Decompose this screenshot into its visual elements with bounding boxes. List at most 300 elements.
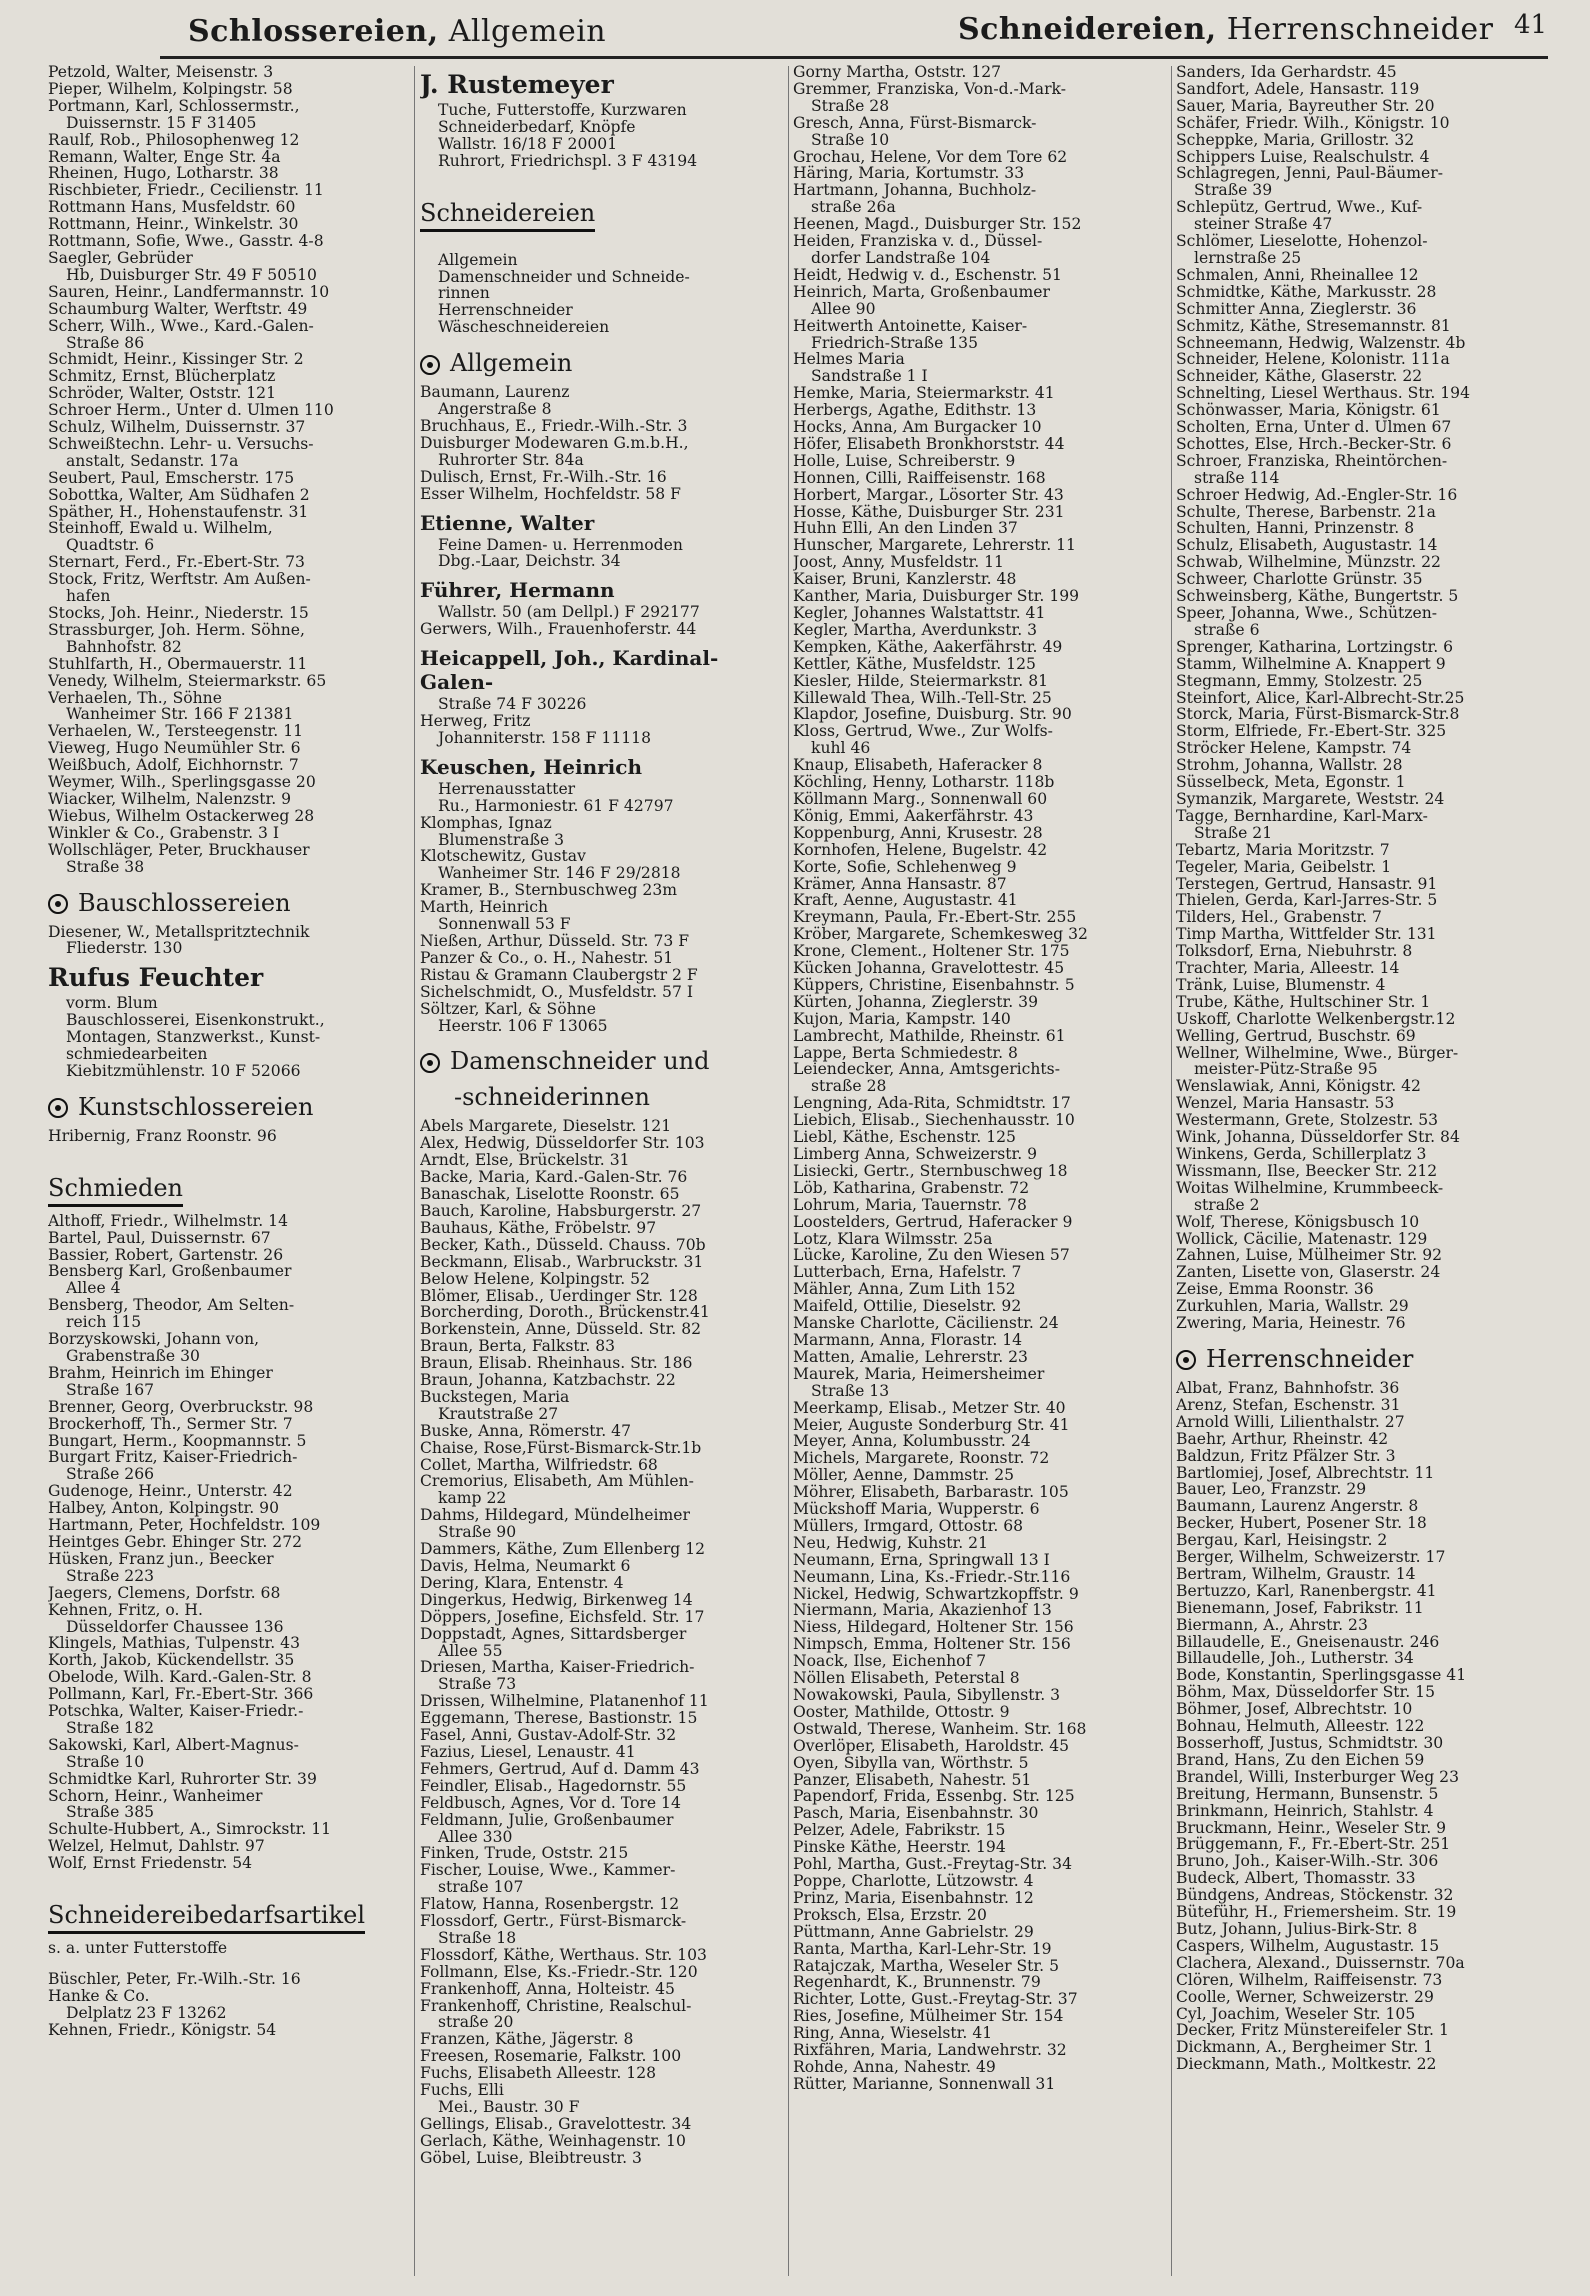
directory-entry: Kraft, Aenne, Augustastr. 41 bbox=[793, 891, 1018, 910]
directory-entry: König, Emmi, Aakerfährstr. 43 bbox=[793, 806, 1034, 825]
directory-entry: Kanther, Maria, Duisburger Str. 199 bbox=[793, 587, 1080, 606]
entry-continuation: schmiedearbeiten bbox=[66, 1045, 208, 1064]
entry-continuation: Wanheimer Str. 166 F 21381 bbox=[66, 705, 294, 724]
directory-entry: Blömer, Elisab., Uerdinger Str. 128 bbox=[420, 1286, 698, 1305]
directory-entry: Flossdorf, Gertr., Fürst-Bismarck- bbox=[420, 1912, 687, 1931]
directory-entry: Bauhaus, Käthe, Fröbelstr. 97 bbox=[420, 1218, 657, 1237]
entry-continuation: Straße 39 bbox=[1194, 181, 1273, 200]
category-heading-wrap bbox=[420, 184, 785, 238]
directory-entry: Schönwasser, Maria, Königstr. 61 bbox=[1176, 401, 1441, 420]
directory-entry: Sobottka, Walter, Am Südhafen 2 bbox=[48, 485, 310, 504]
directory-entry: Verhaelen, Th., Söhne bbox=[48, 688, 222, 707]
directory-entry: Wiacker, Wilhelm, Nalenzstr. 9 bbox=[48, 789, 292, 808]
directory-entry: Scherr, Wilh., Wwe., Kard.-Galen- bbox=[48, 316, 314, 335]
entry-continuation: Straße 90 bbox=[438, 1523, 517, 1542]
directory-entry: Kürten, Johanna, Zieglerstr. 39 bbox=[793, 992, 1038, 1011]
directory-entry: Heitwerth Antoinette, Kaiser- bbox=[793, 316, 1028, 335]
directory-entry: Diesener, W., Metallspritztechnik bbox=[48, 922, 310, 941]
directory-entry: Pieper, Wilhelm, Kolpingstr. 58 bbox=[48, 79, 293, 98]
directory-entry: Süsselbeck, Meta, Egonstr. 1 bbox=[1176, 773, 1406, 792]
entry-continuation: Allee 55 bbox=[438, 1641, 503, 1660]
entry-continuation: straße 114 bbox=[1194, 468, 1280, 487]
entry-continuation: lernstraße 25 bbox=[1194, 248, 1302, 267]
directory-entry: Verhaelen, W., Tersteegenstr. 11 bbox=[48, 722, 304, 741]
entry-continuation: Ru., Harmoniestr. 61 F 42797 bbox=[438, 796, 674, 815]
directory-entry: Flossdorf, Käthe, Werthaus. Str. 103 bbox=[420, 1945, 707, 1964]
directory-entry: Wenzel, Maria Hansastr. 53 bbox=[1176, 1094, 1395, 1113]
bullet-circle-icon bbox=[48, 1098, 68, 1118]
directory-entry: Butz, Johann, Julius-Birk-Str. 8 bbox=[1176, 1919, 1418, 1938]
directory-entry: Loostelders, Gertrud, Haferacker 9 bbox=[793, 1212, 1073, 1231]
entry-continuation: Angerstraße 8 bbox=[438, 400, 552, 419]
directory-entry: Kehnen, Fritz, o. H. bbox=[48, 1600, 203, 1619]
directory-entry: Schneider, Helene, Kolonistr. 111a bbox=[1176, 350, 1450, 369]
header-right-title: Schneidereien, Herrenschneider bbox=[958, 12, 1494, 47]
directory-entry: Tränk, Luise, Blumenstr. 4 bbox=[1176, 975, 1386, 994]
directory-entry: Söltzer, Karl, & Söhne bbox=[420, 999, 596, 1018]
directory-entry: Kramer, B., Sternbuschweg 23m bbox=[420, 881, 678, 900]
directory-entry: Winkens, Gerda, Schillerplatz 3 bbox=[1176, 1145, 1427, 1163]
entry-continuation: kuhl 46 bbox=[811, 739, 871, 758]
bold-entry: Führer, Hermann bbox=[420, 578, 615, 603]
directory-entry: Möller, Aenne, Dammstr. 25 bbox=[793, 1466, 1015, 1485]
entry-continuation: Krautstraße 27 bbox=[438, 1404, 559, 1423]
directory-entry: Schulz, Wilhelm, Duissernstr. 37 bbox=[48, 418, 306, 437]
entry-continuation: anstalt, Sedanstr. 17a bbox=[66, 451, 239, 470]
directory-entry: Brahm, Heinrich im Ehinger bbox=[48, 1363, 273, 1382]
directory-entry: Clören, Wilhelm, Raiffeisenstr. 73 bbox=[1176, 1970, 1443, 1989]
directory-entry: Petzold, Walter, Meisenstr. 3 bbox=[48, 64, 274, 81]
directory-entry: Lotz, Klara Wilmsstr. 25a bbox=[793, 1229, 993, 1248]
directory-entry: Portmann, Karl, Schlossermstr., bbox=[48, 96, 300, 115]
category-heading: Schmieden bbox=[48, 1173, 183, 1207]
directory-entry: Ranta, Martha, Karl-Lehr-Str. 19 bbox=[793, 1939, 1052, 1958]
column-1 bbox=[48, 64, 423, 2284]
directory-entry: Oyen, Sibylla van, Wörthstr. 5 bbox=[793, 1753, 1029, 1772]
entry-continuation: Quadtstr. 6 bbox=[66, 536, 155, 555]
directory-entry: Rischbieter, Friedr., Cecilienstr. 11 bbox=[48, 181, 324, 200]
entry-continuation: Straße 73 bbox=[438, 1675, 517, 1694]
entry-continuation: Montagen, Stanzwerkst., Kunst- bbox=[66, 1028, 321, 1047]
entry-continuation: Düsseldorfer Chaussee 136 bbox=[66, 1617, 284, 1636]
directory-entry: Ries, Josefine, Mülheimer Str. 154 bbox=[793, 2007, 1064, 2026]
section-heading-text: Allgemein bbox=[450, 349, 573, 378]
directory-entry: Rixfähren, Maria, Landwehrstr. 32 bbox=[793, 2041, 1067, 2060]
directory-entry: Hanke & Co. bbox=[48, 1986, 150, 2005]
bullet-circle-icon bbox=[48, 894, 68, 914]
directory-entry: Helmes Maria bbox=[793, 350, 905, 369]
directory-entry: Schneemann, Hedwig, Walzenstr. 4b bbox=[1176, 333, 1466, 352]
directory-entry: Pelzer, Adele, Fabrikstr. 15 bbox=[793, 1821, 1006, 1840]
spacer bbox=[420, 170, 785, 184]
directory-entry: Nickel, Hedwig, Schwartzkopffstr. 9 bbox=[793, 1584, 1079, 1603]
directory-entry: Rottmann Hans, Musfeldstr. 60 bbox=[48, 198, 296, 217]
directory-entry: Schulte-Hubbert, A., Simrockstr. 11 bbox=[48, 1820, 332, 1839]
page-number: 41 bbox=[1514, 10, 1548, 40]
directory-entry: Mähler, Anna, Zum Lith 152 bbox=[793, 1280, 1016, 1299]
entry-continuation: meister-Pütz-Straße 95 bbox=[1194, 1060, 1378, 1079]
directory-entry: Bensberg Karl, Großenbaumer bbox=[48, 1262, 292, 1281]
directory-entry: Abels Margarete, Dieselstr. 121 bbox=[420, 1117, 672, 1136]
directory-entry: Sanders, Ida Gerhardstr. 45 bbox=[1176, 64, 1397, 81]
directory-entry: Döppers, Josefine, Eichsfeld. Str. 17 bbox=[420, 1607, 705, 1626]
entry-continuation: hafen bbox=[66, 587, 111, 606]
directory-entry: Fuchs, Elisabeth Alleestr. 128 bbox=[420, 2064, 657, 2083]
directory-entry: Gerlach, Käthe, Weinhagenstr. 10 bbox=[420, 2131, 686, 2150]
directory-entry: Lappe, Berta Schmiedestr. 8 bbox=[793, 1043, 1018, 1062]
directory-entry: Winkler & Co., Grabenstr. 3 I bbox=[48, 823, 280, 842]
bold-entry: Heicappell, Joh., Kardinal-Galen- bbox=[420, 646, 719, 695]
entry-continuation: straße 20 bbox=[438, 2013, 514, 2032]
directory-entry: Beckmann, Elisab., Warbruckstr. 31 bbox=[420, 1252, 704, 1271]
directory-entry: Köllmann Marg., Sonnenwall 60 bbox=[793, 789, 1048, 808]
directory-entry: Arenz, Stefan, Eschenstr. 31 bbox=[1176, 1395, 1401, 1414]
directory-entry: Speer, Johanna, Wwe., Schützen- bbox=[1176, 604, 1438, 622]
directory-entry: Bauer, Leo, Franzstr. 29 bbox=[1176, 1480, 1367, 1499]
directory-entry: Schulz, Elisabeth, Augustastr. 14 bbox=[1176, 536, 1438, 555]
directory-entry: Schroer Hedwig, Ad.-Engler-Str. 16 bbox=[1176, 485, 1458, 504]
section-heading-text: Herrenschneider bbox=[1206, 1344, 1414, 1373]
entry-continuation: Straße 223 bbox=[66, 1566, 155, 1585]
directory-entry: Budeck, Albert, Thomasstr. 33 bbox=[1176, 1869, 1416, 1888]
entry-continuation: Straße 86 bbox=[66, 333, 145, 352]
directory-entry: Bohnau, Helmuth, Alleestr. 122 bbox=[1176, 1717, 1425, 1736]
entry-continuation: dorfer Landstraße 104 bbox=[811, 248, 991, 267]
directory-entry: Baumann, Laurenz bbox=[420, 383, 570, 402]
entry-continuation: steiner Straße 47 bbox=[1194, 215, 1333, 234]
directory-entry: Wolf, Therese, Königsbusch 10 bbox=[1176, 1212, 1420, 1231]
directory-entry: Schwab, Wilhelmine, Münzstr. 22 bbox=[1176, 553, 1441, 572]
column-2 bbox=[420, 64, 785, 2284]
directory-entry: Althoff, Friedr., Wilhelmstr. 14 bbox=[48, 1211, 289, 1230]
directory-entry: Böhm, Max, Düsseldorfer Str. 15 bbox=[1176, 1683, 1436, 1702]
category-heading-wrap bbox=[48, 1886, 423, 1940]
directory-entry: Chaise, Rose,Fürst-Bismarck-Str.1b bbox=[420, 1438, 702, 1457]
directory-entry: Borzyskowski, Johann von, bbox=[48, 1330, 260, 1349]
directory-entry: Klingels, Mathias, Tulpenstr. 43 bbox=[48, 1634, 301, 1653]
directory-entry: Gorny Martha, Oststr. 127 bbox=[793, 64, 1002, 81]
directory-entry: Sprenger, Katharina, Lortzingstr. 6 bbox=[1176, 637, 1454, 656]
directory-entry: Huhn Elli, An den Linden 37 bbox=[793, 519, 1018, 538]
directory-entry: Scheppke, Maria, Grillostr. 32 bbox=[1176, 130, 1415, 149]
directory-entry: Killewald Thea, Wilh.-Tell-Str. 25 bbox=[793, 688, 1052, 707]
directory-entry: Dulisch, Ernst, Fr.-Wilh.-Str. 16 bbox=[420, 467, 667, 486]
directory-entry: Feldmann, Julie, Großenbaumer bbox=[420, 1810, 674, 1829]
directory-entry: Kiesler, Hilde, Steiermarkstr. 81 bbox=[793, 671, 1049, 690]
section-heading-text: Damenschneider und bbox=[450, 1047, 710, 1076]
directory-entry: Krämer, Anna Hansastr. 87 bbox=[793, 874, 1007, 893]
directory-entry: Esser Wilhelm, Hochfeldstr. 58 F bbox=[420, 484, 681, 503]
directory-entry: Neumann, Erna, Springwall 13 I bbox=[793, 1550, 1050, 1569]
directory-entry: Zeise, Emma Roonstr. 36 bbox=[1176, 1280, 1374, 1299]
directory-entry: Gudenoge, Heinr., Unterstr. 42 bbox=[48, 1482, 293, 1501]
directory-entry: Meyer, Anna, Kolumbusstr. 24 bbox=[793, 1432, 1031, 1451]
entry-continuation: straße 107 bbox=[438, 1878, 524, 1897]
entry-continuation: Sandstraße 1 I bbox=[811, 367, 928, 386]
directory-entry: Symanzik, Margarete, Weststr. 24 bbox=[1176, 789, 1445, 808]
directory-entry: Heidt, Hedwig v. d., Eschenstr. 51 bbox=[793, 265, 1062, 284]
directory-entry: Wollschläger, Peter, Bruckhauser bbox=[48, 840, 310, 859]
directory-entry: Thielen, Gerda, Karl-Jarres-Str. 5 bbox=[1176, 891, 1438, 910]
entry-continuation: straße 26a bbox=[811, 198, 896, 217]
entry-continuation: straße 6 bbox=[1194, 620, 1260, 639]
bullet-circle-icon bbox=[420, 355, 440, 375]
directory-entry: Kujon, Maria, Kampstr. 140 bbox=[793, 1009, 1011, 1028]
directory-entry: Rütter, Marianne, Sonnenwall 31 bbox=[793, 2074, 1056, 2093]
directory-entry: Stocks, Joh. Heinr., Niederstr. 15 bbox=[48, 604, 309, 622]
entry-continuation: Allee 90 bbox=[811, 299, 876, 318]
directory-entry: Schmalen, Anni, Rheinallee 12 bbox=[1176, 265, 1419, 284]
directory-entry: Marmann, Anna, Florastr. 14 bbox=[793, 1330, 1023, 1349]
directory-entry: Sandfort, Adele, Hansastr. 119 bbox=[1176, 79, 1420, 98]
directory-entry: Schulte, Therese, Barbenstr. 21a bbox=[1176, 502, 1436, 521]
directory-entry: Pinske Käthe, Heerstr. 194 bbox=[793, 1838, 1006, 1857]
directory-entry: Berger, Wilhelm, Schweizerstr. 17 bbox=[1176, 1548, 1446, 1567]
directory-entry: Rottmann, Heinr., Winkelstr. 30 bbox=[48, 215, 299, 234]
directory-entry: Becker, Hubert, Posener Str. 18 bbox=[1176, 1514, 1427, 1533]
entry-continuation: Wäscheschneidereien bbox=[438, 318, 610, 337]
entry-continuation: Allee 330 bbox=[438, 1827, 513, 1846]
directory-entry: Bruchhaus, E., Friedr.-Wilh.-Str. 3 bbox=[420, 416, 688, 435]
entry-continuation: Straße 21 bbox=[1194, 823, 1273, 842]
directory-entry: Brand, Hans, Zu den Eichen 59 bbox=[1176, 1750, 1425, 1769]
directory-entry: Ristau & Gramann Claubergstr 2 F bbox=[420, 965, 698, 984]
directory-entry: Schlömer, Lieselotte, Hohenzol- bbox=[1176, 232, 1428, 251]
directory-entry: Stamm, Wilhelmine A. Knappert 9 bbox=[1176, 654, 1446, 673]
entry-continuation: Ruhrort, Friedrichspl. 3 F 43194 bbox=[438, 151, 698, 170]
directory-entry: Baldzun, Fritz Pfälzer Str. 3 bbox=[1176, 1446, 1396, 1465]
directory-entry: Ratajczak, Martha, Weseler Str. 5 bbox=[793, 1956, 1060, 1975]
directory-entry: Venedy, Wilhelm, Steiermarkstr. 65 bbox=[48, 671, 327, 690]
directory-entry: Rottmann, Sofie, Wwe., Gasstr. 4-8 bbox=[48, 232, 324, 251]
directory-entry: Sauren, Heinr., Landfermannstr. 10 bbox=[48, 282, 330, 301]
directory-entry: Liebl, Käthe, Eschenstr. 125 bbox=[793, 1128, 1016, 1147]
directory-entry: Steinhoff, Ewald u. Wilhelm, bbox=[48, 519, 273, 538]
directory-entry: Späther, H., Hohenstaufenstr. 31 bbox=[48, 502, 309, 521]
directory-entry: Wollick, Cäcilie, Matenastr. 129 bbox=[1176, 1229, 1428, 1248]
section-heading bbox=[48, 1092, 423, 1122]
directory-entry: Jaegers, Clemens, Dorfstr. 68 bbox=[48, 1583, 281, 1602]
directory-entry: Maifeld, Ottilie, Dieselstr. 92 bbox=[793, 1297, 1022, 1316]
directory-entry: Maurek, Maria, Heimersheimer bbox=[793, 1364, 1045, 1383]
directory-entry: Stock, Fritz, Werftstr. Am Außen- bbox=[48, 570, 311, 589]
bullet-circle-icon bbox=[1176, 1350, 1196, 1370]
entry-continuation: kamp 22 bbox=[438, 1489, 507, 1508]
directory-entry: Wiebus, Wilhelm Ostackerweg 28 bbox=[48, 806, 315, 825]
directory-entry: Bode, Konstantin, Sperlingsgasse 41 bbox=[1176, 1666, 1467, 1685]
directory-entry: Kaiser, Bruni, Kanzlerstr. 48 bbox=[793, 570, 1017, 589]
directory-entry: Kornhofen, Helene, Bugelstr. 42 bbox=[793, 840, 1048, 859]
entry-continuation: Mei., Baustr. 30 F bbox=[438, 2098, 580, 2116]
directory-entry: Schmidtke Karl, Ruhrorter Str. 39 bbox=[48, 1769, 317, 1788]
directory-entry: Timp Martha, Wittfelder Str. 131 bbox=[1176, 925, 1437, 944]
directory-entry: Göbel, Luise, Bleibtreustr. 3 bbox=[420, 2148, 642, 2167]
column-divider bbox=[788, 66, 789, 2276]
directory-entry: Ostwald, Therese, Wanheim. Str. 168 bbox=[793, 1719, 1087, 1738]
section-heading bbox=[420, 348, 785, 378]
entry-continuation: Delplatz 23 F 13262 bbox=[66, 2003, 227, 2022]
directory-entry: Strassburger, Joh. Herm. Söhne, bbox=[48, 620, 305, 639]
directory-entry: Nöllen Elisabeth, Peterstal 8 bbox=[793, 1669, 1020, 1688]
directory-entry: Sakowski, Karl, Albert-Magnus- bbox=[48, 1735, 299, 1754]
directory-entry: Brüggemann, F., Fr.-Ebert-Str. 251 bbox=[1176, 1835, 1451, 1854]
directory-entry: Joost, Anny, Musfeldstr. 11 bbox=[793, 553, 1004, 572]
entry-continuation: straße 28 bbox=[811, 1077, 887, 1096]
directory-entry: Möhrer, Elisabeth, Barbarastr. 105 bbox=[793, 1483, 1069, 1502]
directory-entry: Sichelschmidt, O., Musfeldstr. 57 I bbox=[420, 982, 693, 1001]
directory-entry: Obelode, Wilh. Kard.-Galen-Str. 8 bbox=[48, 1668, 312, 1687]
directory-entry: Limberg Anna, Schweizerstr. 9 bbox=[793, 1145, 1038, 1163]
directory-entry: Breitung, Hermann, Bunsenstr. 5 bbox=[1176, 1784, 1439, 1803]
directory-entry: Wolf, Ernst Friedenstr. 54 bbox=[48, 1854, 253, 1873]
bullet-circle-icon bbox=[420, 1053, 440, 1073]
entry-continuation: reich 115 bbox=[66, 1313, 142, 1332]
directory-entry: Bassier, Robert, Gartenstr. 26 bbox=[48, 1245, 284, 1264]
directory-entry: Hartmann, Peter, Hochfeldstr. 109 bbox=[48, 1516, 321, 1535]
section-heading-text: -schneiderinnen bbox=[454, 1083, 650, 1112]
directory-entry: Kegler, Johannes Walstattstr. 41 bbox=[793, 604, 1046, 622]
directory-entry: Klomphas, Ignaz bbox=[420, 813, 552, 832]
directory-entry: Pohl, Martha, Gust.-Freytag-Str. 34 bbox=[793, 1855, 1072, 1874]
advertiser-name: Rufus Feuchter bbox=[48, 963, 264, 993]
directory-entry: Wink, Johanna, Düsseldorfer Str. 84 bbox=[1176, 1128, 1460, 1147]
spacer bbox=[48, 1957, 423, 1971]
directory-entry: Dieckmann, Math., Moltkestr. 22 bbox=[1176, 2055, 1437, 2074]
directory-entry: Korth, Jakob, Kückendellstr. 35 bbox=[48, 1651, 295, 1670]
directory-entry: Bertram, Wilhelm, Graustr. 14 bbox=[1176, 1564, 1416, 1583]
directory-entry: Zwering, Maria, Heinestr. 76 bbox=[1176, 1314, 1406, 1333]
directory-entry: Bartel, Paul, Duissernstr. 67 bbox=[48, 1228, 271, 1247]
entry-continuation: straße 2 bbox=[1194, 1195, 1260, 1214]
directory-entry: Below Helene, Kolpingstr. 52 bbox=[420, 1269, 650, 1288]
directory-entry: Feldbusch, Agnes, Vor d. Tore 14 bbox=[420, 1793, 681, 1812]
entry-continuation: Ruhrorter Str. 84a bbox=[438, 450, 584, 469]
directory-entry: Bartlomiej, Josef, Albrechtstr. 11 bbox=[1176, 1463, 1435, 1482]
entry-continuation: Straße 266 bbox=[66, 1465, 155, 1484]
category-heading: Schneidereien bbox=[420, 198, 595, 232]
directory-entry: Brinkmann, Heinrich, Stahlstr. 4 bbox=[1176, 1801, 1434, 1820]
spacer bbox=[48, 1145, 423, 1159]
directory-entry: Schneider, Käthe, Glaserstr. 22 bbox=[1176, 367, 1423, 386]
entry-continuation: Straße 167 bbox=[66, 1380, 155, 1399]
directory-entry: Kempken, Käthe, Aakerfährstr. 49 bbox=[793, 637, 1063, 656]
directory-entry: Klotschewitz, Gustav bbox=[420, 847, 586, 866]
directory-entry: Müllers, Irmgard, Ottostr. 68 bbox=[793, 1516, 1024, 1535]
directory-entry: Schroer, Franziska, Rheintörchen- bbox=[1176, 451, 1448, 470]
directory-entry: Wissmann, Ilse, Beecker Str. 212 bbox=[1176, 1161, 1438, 1180]
directory-entry: Marth, Heinrich bbox=[420, 898, 549, 917]
directory-entry: Welzel, Helmut, Dahlstr. 97 bbox=[48, 1837, 265, 1856]
directory-entry: Hüsken, Franz jun., Beecker bbox=[48, 1549, 274, 1568]
directory-entry: Fehmers, Gertrud, Auf d. Damm 43 bbox=[420, 1759, 700, 1778]
header-rule bbox=[160, 56, 1548, 59]
directory-entry: Schweinsberg, Käthe, Bungertstr. 5 bbox=[1176, 587, 1459, 606]
directory-entry: Becker, Kath., Düsseld. Chauss. 70b bbox=[420, 1235, 706, 1254]
directory-entry: Storck, Maria, Fürst-Bismarck-Str.8 bbox=[1176, 705, 1460, 724]
directory-entry: Remann, Walter, Enge Str. 4a bbox=[48, 147, 281, 166]
entry-continuation: Sonnenwall 53 F bbox=[438, 915, 571, 934]
directory-entry: Baumann, Laurenz Angerstr. 8 bbox=[1176, 1497, 1419, 1516]
directory-entry: Häring, Maria, Kortumstr. 33 bbox=[793, 164, 1025, 183]
directory-entry: Schaumburg Walter, Werftstr. 49 bbox=[48, 299, 308, 318]
directory-entry: Schmitter Anna, Zieglerstr. 36 bbox=[1176, 299, 1417, 318]
directory-entry: Cyl, Joachim, Weseler Str. 105 bbox=[1176, 2004, 1416, 2023]
directory-entry: Kehnen, Friedr., Königstr. 54 bbox=[48, 2020, 277, 2039]
directory-entry: Tolksdorf, Erna, Niebuhrstr. 8 bbox=[1176, 942, 1413, 961]
directory-entry: Poppe, Charlotte, Lützowstr. 4 bbox=[793, 1871, 1034, 1890]
directory-entry: Lücke, Karoline, Zu den Wiesen 57 bbox=[793, 1246, 1070, 1265]
directory-entry: Scholten, Erna, Unter d. Ulmen 67 bbox=[1176, 418, 1452, 437]
directory-entry: Dingerkus, Hedwig, Birkenweg 14 bbox=[420, 1590, 693, 1609]
directory-entry: Cremorius, Elisabeth, Am Mühlen- bbox=[420, 1472, 694, 1491]
directory-entry: Ooster, Mathilde, Ottostr. 9 bbox=[793, 1702, 1010, 1721]
directory-entry: Frankenhoff, Anna, Holteistr. 45 bbox=[420, 1979, 675, 1998]
directory-entry: Schröder, Walter, Oststr. 121 bbox=[48, 384, 277, 403]
directory-entry: Stuhlfarth, H., Obermauerstr. 11 bbox=[48, 654, 308, 673]
entry-continuation: Herrenschneider bbox=[438, 301, 573, 320]
directory-entry: Arnold Willi, Lilienthalstr. 27 bbox=[1176, 1412, 1405, 1431]
entry-continuation: Straße 38 bbox=[66, 857, 145, 876]
directory-entry: Zurkuhlen, Maria, Wallstr. 29 bbox=[1176, 1297, 1409, 1316]
directory-entry: Schippers Luise, Realschulstr. 4 bbox=[1176, 147, 1430, 166]
directory-entry: Heinrich, Marta, Großenbaumer bbox=[793, 282, 1050, 301]
directory-entry: Meerkamp, Elisab., Metzer Str. 40 bbox=[793, 1398, 1066, 1417]
section-heading bbox=[420, 1046, 785, 1076]
directory-entry: Leiendecker, Anna, Amtsgerichts- bbox=[793, 1060, 1060, 1079]
directory-entry: Schweißtechn. Lehr- u. Versuchs- bbox=[48, 434, 314, 453]
directory-entry: Böhmer, Josef, Albrechtstr. 10 bbox=[1176, 1700, 1413, 1719]
directory-entry: Billaudelle, Joh., Lutherstr. 34 bbox=[1176, 1649, 1414, 1668]
entry-continuation: Johanniterstr. 158 F 11118 bbox=[438, 728, 652, 747]
directory-entry: Potschka, Walter, Kaiser-Friedr.- bbox=[48, 1702, 304, 1721]
directory-entry: Weißbuch, Adolf, Eichhornstr. 7 bbox=[48, 756, 299, 775]
entry-continuation: Straße 10 bbox=[811, 130, 890, 149]
entry-continuation: Straße 10 bbox=[66, 1752, 145, 1771]
directory-entry: Borcherding, Doroth., Brückenstr.41 bbox=[420, 1303, 710, 1322]
directory-entry: Regenhardt, K., Brunnenstr. 79 bbox=[793, 1973, 1041, 1992]
entry-continuation: Duissernstr. 15 F 31405 bbox=[66, 113, 257, 132]
directory-entry: Hemke, Maria, Steiermarkstr. 41 bbox=[793, 384, 1055, 403]
directory-entry: Terstegen, Gertrud, Hansastr. 91 bbox=[1176, 874, 1438, 893]
directory-entry: Kreymann, Paula, Fr.-Ebert-Str. 255 bbox=[793, 908, 1077, 927]
directory-entry: Herbergs, Agathe, Edithstr. 13 bbox=[793, 401, 1037, 420]
directory-entry: Schlepütz, Gertrud, Wwe., Kuf- bbox=[1176, 198, 1423, 217]
directory-entry: Hunscher, Margarete, Lehrerstr. 11 bbox=[793, 536, 1076, 555]
directory-entry: Schnelting, Liesel Werthaus. Str. 194 bbox=[1176, 384, 1471, 403]
directory-entry: Woitas Wilhelmine, Krummbeeck- bbox=[1176, 1178, 1444, 1197]
directory-entry: Fasel, Anni, Gustav-Adolf-Str. 32 bbox=[420, 1726, 677, 1745]
directory-entry: Rheinen, Hugo, Lotharstr. 38 bbox=[48, 164, 279, 183]
entry-continuation: Straße 74 F 30226 bbox=[438, 695, 587, 714]
column-divider bbox=[1171, 66, 1172, 2276]
directory-entry: Niess, Hildegard, Holtener Str. 156 bbox=[793, 1618, 1074, 1637]
directory-entry: Neu, Hedwig, Kuhstr. 21 bbox=[793, 1533, 989, 1552]
directory-entry: Brandel, Willi, Insterburger Weg 23 bbox=[1176, 1767, 1460, 1786]
directory-entry: Büteführ, H., Friemersheim. Str. 19 bbox=[1176, 1903, 1457, 1922]
directory-entry: Saegler, Gebrüder bbox=[48, 248, 193, 267]
directory-entry: Welling, Gertrud, Buschstr. 69 bbox=[1176, 1026, 1416, 1045]
directory-entry: Trube, Käthe, Hultschiner Str. 1 bbox=[1176, 992, 1431, 1011]
directory-entry: Freesen, Rosemarie, Falkstr. 100 bbox=[420, 2047, 682, 2066]
directory-entry: Biermann, A., Ahrstr. 23 bbox=[1176, 1615, 1368, 1634]
directory-entry: Lisiecki, Gertr., Sternbuschweg 18 bbox=[793, 1161, 1068, 1180]
directory-entry: Prinz, Maria, Eisenbahnstr. 12 bbox=[793, 1888, 1034, 1907]
directory-entry: Proksch, Elsa, Erzstr. 20 bbox=[793, 1905, 987, 1924]
directory-entry: Schmidt, Heinr., Kissinger Str. 2 bbox=[48, 350, 304, 369]
directory-entry: Tilders, Hel., Grabenstr. 7 bbox=[1176, 908, 1382, 927]
section-heading bbox=[1176, 1344, 1552, 1374]
directory-entry: Meier, Auguste Sonderburg Str. 41 bbox=[793, 1415, 1070, 1434]
